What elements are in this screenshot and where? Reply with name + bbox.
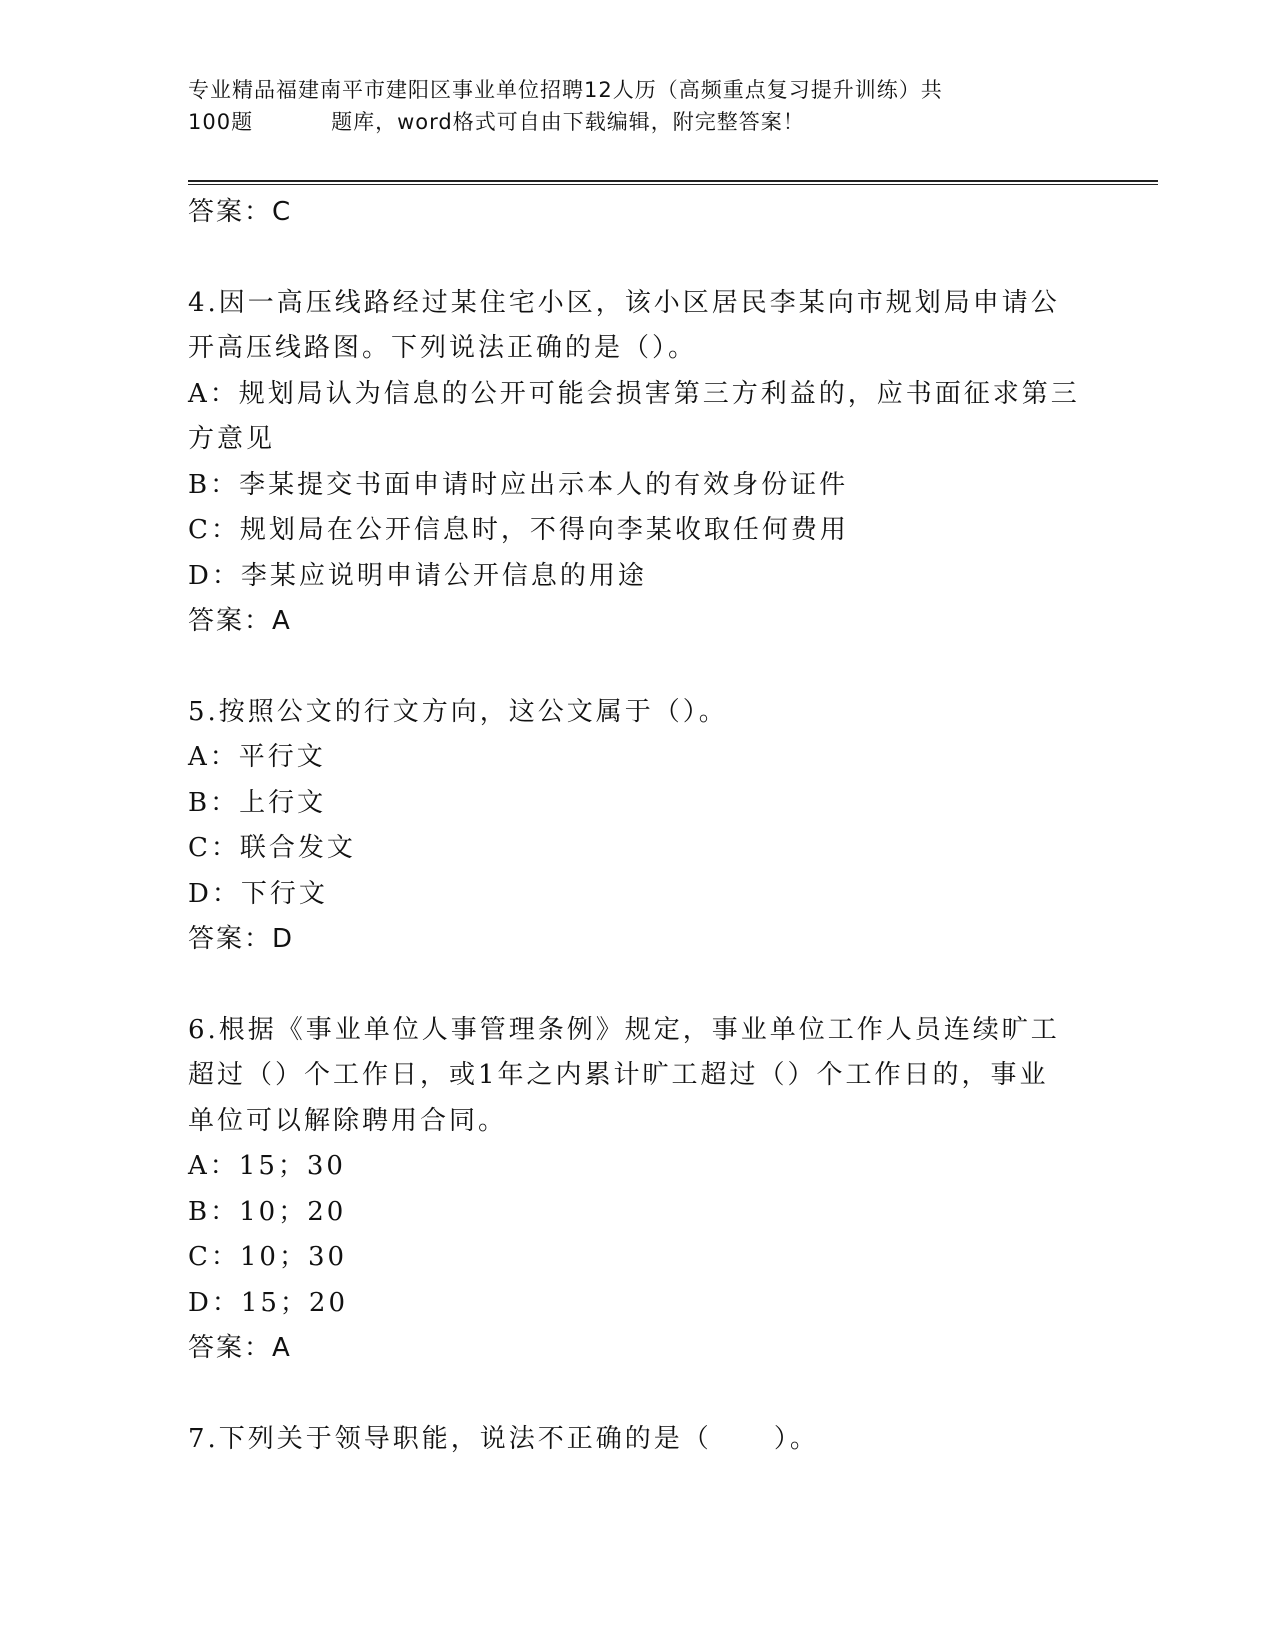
question-stem: [188, 1417, 1088, 1463]
question-6: [188, 1008, 1088, 1372]
question-stem: 开高压线路图。下列说法正确的是（）。: [188, 333, 698, 363]
answer: 答案：D: [188, 924, 295, 954]
question-5: [188, 690, 1088, 963]
question-stem-start: 7.下列关于领导职能，说法不正确的是（: [188, 1423, 712, 1454]
question-stem-end: ）。: [773, 1423, 819, 1454]
option-d: D：15；20: [188, 1287, 349, 1318]
document-header: [188, 74, 1068, 138]
answer-q3: 答案：C: [188, 197, 293, 227]
option-d: D：李某应说明申请公开信息的用途: [188, 560, 647, 591]
question-stem: 6.根据《事业单位人事管理条例》规定，事业单位工作人员连续旷工: [188, 1014, 1060, 1045]
question-stem: 超过（）个工作日，或1年之内累计旷工超过（）个工作日的，事业: [188, 1060, 1049, 1090]
option-b: B：李某提交书面申请时应出示本人的有效身份证件: [188, 469, 849, 500]
option-b: B：10；20: [188, 1196, 347, 1227]
option-c: C：规划局在公开信息时，不得向李某收取任何费用: [188, 515, 849, 545]
header-divider-thin: [188, 184, 1158, 185]
question-4: [188, 281, 1088, 645]
header-line-2: [188, 106, 1068, 138]
header-line-2-count: 100题: [188, 110, 254, 134]
option-c: C：10；30: [188, 1242, 348, 1272]
question-stem: 单位可以解除聘用合同。: [188, 1105, 508, 1136]
option-a-cont: 方意见: [188, 424, 276, 454]
question-stem: 5.按照公文的行文方向，这公文属于（）。: [188, 696, 728, 727]
answer: 答案：A: [188, 1333, 292, 1363]
header-line-1: 专业精品福建南平市建阳区事业单位招聘12人历（高频重点复习提升训练）共: [188, 78, 943, 102]
header-line-2-text: 题库，word格式可自由下载编辑，附完整答案！: [331, 110, 805, 134]
option-a: A：平行文: [188, 742, 326, 772]
option-c: C：联合发文: [188, 833, 356, 863]
option-d: D：下行文: [188, 878, 328, 909]
option-a: A：规划局认为信息的公开可能会损害第三方利益的，应书面征求第三: [188, 378, 1080, 409]
header-divider: [188, 180, 1158, 182]
answer: 答案：A: [188, 606, 292, 636]
question-7: [188, 1417, 1088, 1463]
option-b: B：上行文: [188, 787, 327, 818]
question-stem: 4.因一高压线路经过某住宅小区，该小区居民李某向市规划局申请公: [188, 287, 1060, 318]
option-a: A：15；30: [188, 1151, 346, 1181]
document-body: [188, 190, 1088, 1462]
